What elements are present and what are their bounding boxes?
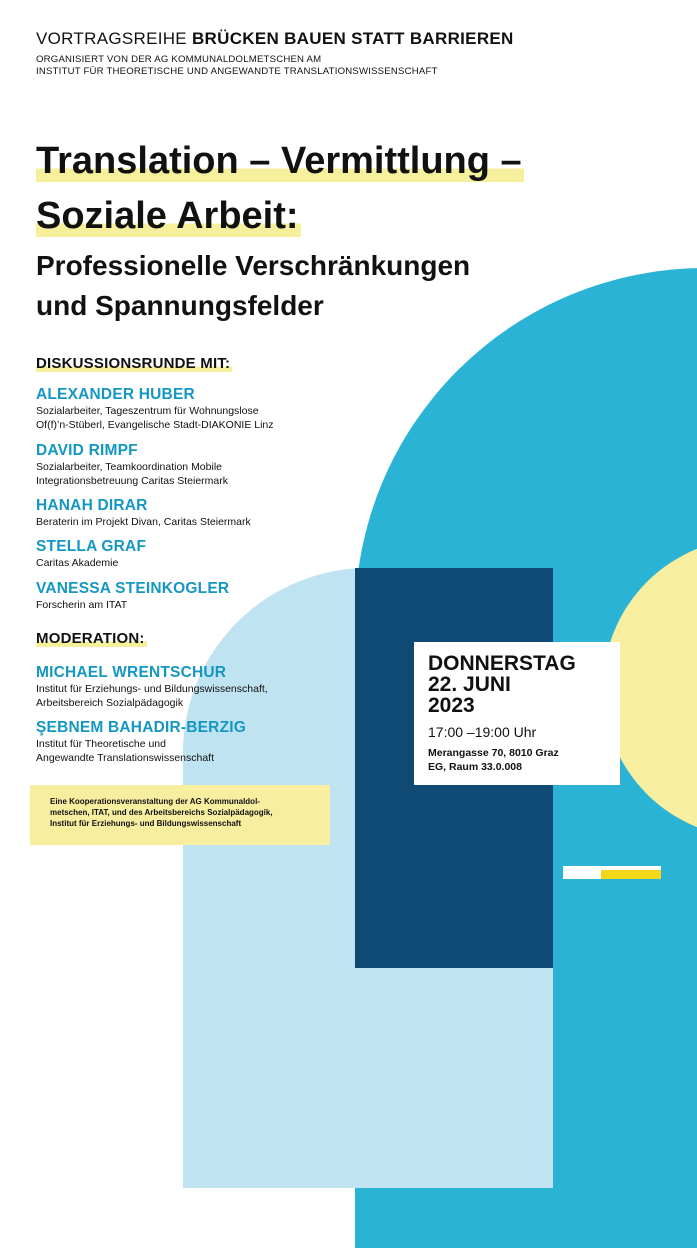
moderator-desc: Angewandte Translationswissenschaft bbox=[36, 751, 215, 764]
panelist-desc: Caritas Akademie bbox=[36, 557, 119, 569]
panelist-desc: Sozialarbeiter, Teamkoordination Mobile bbox=[36, 461, 222, 473]
event-time: 17:00 –19:00 Uhr bbox=[428, 724, 537, 740]
moderation-heading: MODERATION: bbox=[36, 630, 145, 647]
panelist-desc: Sozialarbeiter, Tageszentrum für Wohnungslose bbox=[36, 405, 259, 417]
series-prefix: VORTRAGSREIHE bbox=[36, 29, 192, 48]
event-date-box bbox=[414, 642, 620, 785]
series-title bbox=[36, 29, 514, 49]
panelist bbox=[36, 442, 228, 488]
panelist bbox=[36, 497, 251, 530]
panelist-desc: Of(f)’n-Stüberl, Evangelische Stadt-DIAKONIE Linz bbox=[36, 418, 274, 431]
title-line-2: Soziale Arbeit: bbox=[36, 195, 299, 237]
panelist bbox=[36, 538, 146, 571]
moderator-desc: Institut für Erziehungs- und Bildungswissenschaft, bbox=[36, 683, 268, 695]
moderator-desc: Institut für Theoretische und bbox=[36, 738, 166, 750]
event-date: 22. JUNI bbox=[428, 673, 511, 696]
event-room: EG, Raum 33.0.008 bbox=[428, 761, 522, 773]
moderator bbox=[36, 719, 246, 765]
cooperation-note bbox=[30, 785, 330, 845]
organizer-info bbox=[36, 54, 438, 77]
panelist-name: VANESSA STEINKOGLER bbox=[36, 580, 230, 597]
event-weekday: DONNERSTAG bbox=[428, 652, 576, 675]
panelist-name: ALEXANDER HUBER bbox=[36, 386, 195, 403]
event-year: 2023 bbox=[428, 694, 475, 717]
panelist-name: DAVID RIMPF bbox=[36, 442, 138, 459]
title-line-1: Translation – Vermittlung – bbox=[36, 140, 522, 182]
event-address: Merangasse 70, 8010 Graz bbox=[428, 747, 559, 759]
university-logo bbox=[563, 866, 661, 879]
panelist-desc: Forscherin am ITAT bbox=[36, 599, 128, 611]
moderator-name: ŞEBNEM BAHADIR-BERZIG bbox=[36, 719, 247, 736]
moderator-name: MICHAEL WRENTSCHUR bbox=[36, 664, 227, 681]
panelist-name: STELLA GRAF bbox=[36, 538, 147, 555]
discussion-heading: DISKUSSIONSRUNDE MIT: bbox=[36, 355, 231, 372]
panelist bbox=[36, 386, 274, 432]
logo-bar bbox=[601, 870, 661, 879]
panelist-desc: Integrationsbetreuung Caritas Steiermark bbox=[36, 474, 229, 487]
series-name: BRÜCKEN BAUEN STATT BARRIEREN bbox=[191, 29, 514, 48]
organizer-line-2: INSTITUT FÜR THEORETISCHE UND ANGEWANDTE TRANSLATIONSWISSENSCHAFT bbox=[36, 65, 438, 77]
panelist bbox=[36, 580, 229, 613]
subtitle-line-2: und Spannungsfelder bbox=[36, 290, 324, 321]
organizer-line-1: ORGANISIERT VON DER AG KOMMUNALDOLMETSCHEN AM bbox=[36, 54, 322, 65]
panelist-name: HANAH DIRAR bbox=[36, 497, 148, 514]
panelist-desc: Beraterin im Projekt Divan, Caritas Steiermark bbox=[36, 516, 251, 528]
moderator-desc: Arbeitsbereich Sozialpädagogik bbox=[36, 696, 184, 709]
moderator bbox=[36, 664, 268, 710]
cooperation-text: Eine Kooperationsveranstaltung der AG Kommunaldol- metschen, ITAT, und des Arbeitsbereichs Sozialpädagogik, Institut für Erziehungs- und Bildungswissenschaft bbox=[50, 797, 273, 828]
subtitle-line-1: Professionelle Verschränkungen bbox=[36, 250, 471, 281]
